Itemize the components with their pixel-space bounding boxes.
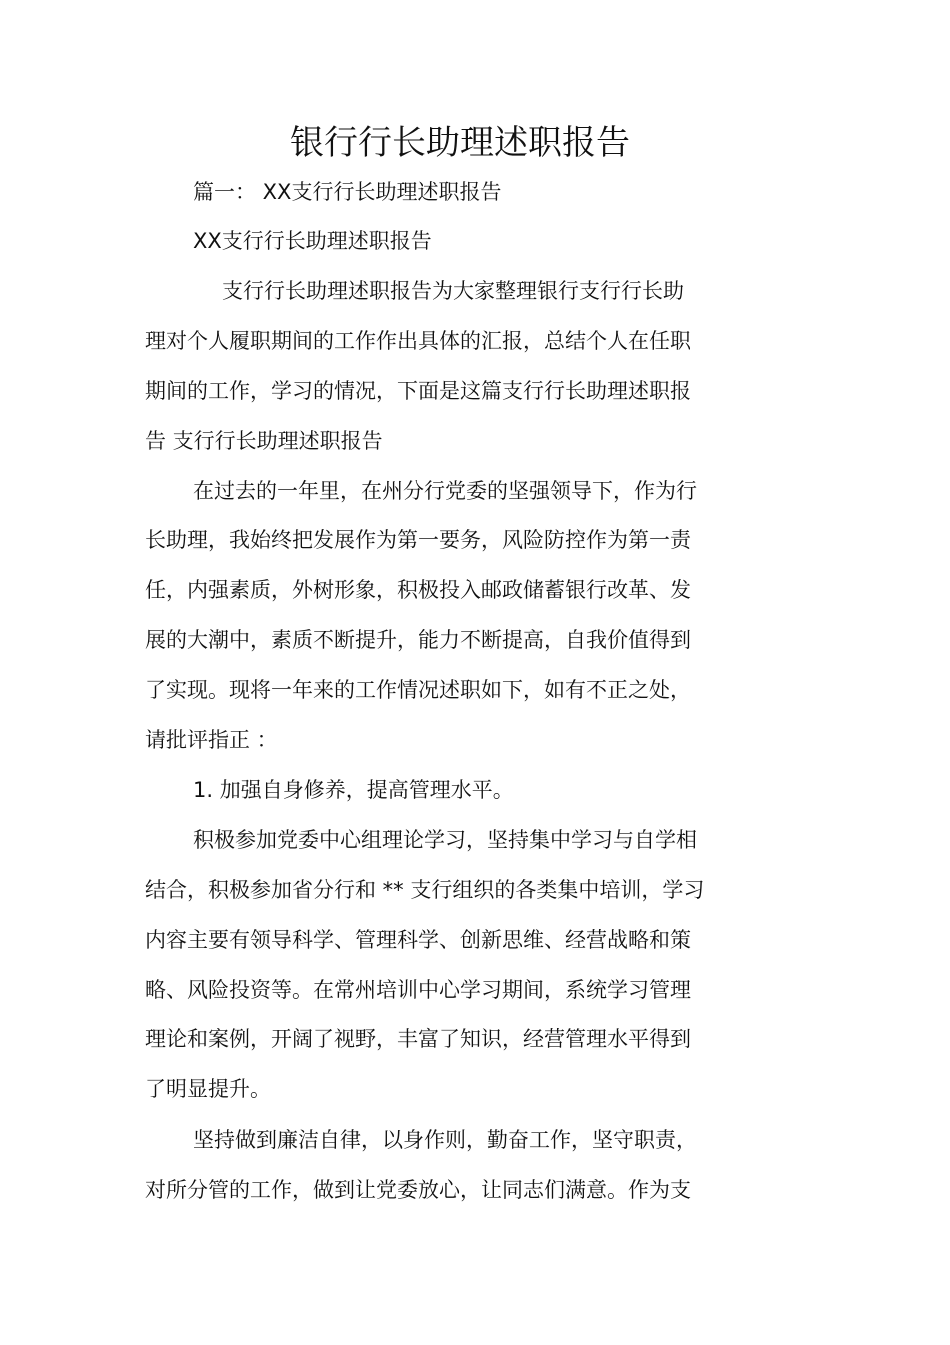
text-line: 内容主要有领导科学、管理科学、创新思维、经营战略和策 xyxy=(145,928,691,952)
text-line: 理论和案例，开阔了视野，丰富了知识，经营管理水平得到 xyxy=(145,1027,691,1051)
text-line: 略、风险投资等。在常州培训中心学习期间，系统学习管理 xyxy=(145,978,691,1002)
text-line: 告 支行行长助理述职报告 xyxy=(145,429,383,453)
document-title: 银行行长助理述职报告 xyxy=(290,123,630,163)
text-line: 结合，积极参加省分行和 ** 支行组织的各类集中培训，学习 xyxy=(145,878,705,902)
text-line: 对所分管的工作，做到让党委放心，让同志们满意。作为支 xyxy=(145,1178,691,1202)
text-line: 任，内强素质，外树形象，积极投入邮政储蓄银行改革、发 xyxy=(145,578,691,602)
text-line: 期间的工作，学习的情况，下面是这篇支行行长助理述职报 xyxy=(145,379,691,403)
subtitle-line: 篇一： XX支行行长助理述职报告 xyxy=(193,180,502,204)
text-line: 长助理，我始终把发展作为第一要务，风险防控作为第一责 xyxy=(145,528,691,552)
text-line: 支行行长助理述职报告为大家整理银行支行行长助 xyxy=(222,279,684,303)
heading-line: XX支行行长助理述职报告 xyxy=(193,229,432,253)
text-line: 了实现。现将一年来的工作情况述职如下，如有不正之处， xyxy=(145,678,691,702)
text-line: 请批评指正 ： xyxy=(145,728,278,752)
text-line: 在过去的一年里，在州分行党委的坚强领导下，作为行 xyxy=(193,479,697,503)
text-line: 展的大潮中，素质不断提升，能力不断提高，自我价值得到 xyxy=(145,628,691,652)
text-line: 了明显提升。 xyxy=(145,1077,271,1101)
text-line: 坚持做到廉洁自律，以身作则，勤奋工作，坚守职责， xyxy=(193,1128,697,1152)
text-line: 积极参加党委中心组理论学习，坚持集中学习与自学相 xyxy=(193,828,697,852)
section-heading: 1. 加强自身修养，提高管理水平。 xyxy=(193,778,514,802)
text-line: 理对个人履职期间的工作作出具体的汇报，总结个人在任职 xyxy=(145,329,691,353)
